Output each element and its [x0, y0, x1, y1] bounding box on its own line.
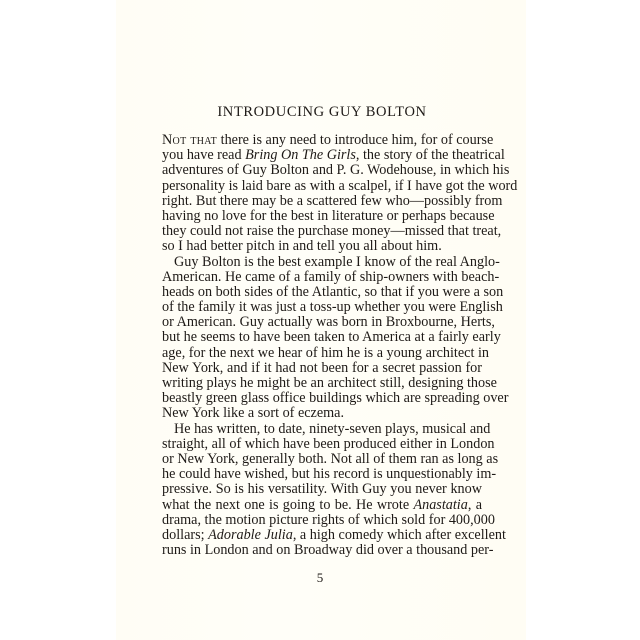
text-line: age, for the next we hear of him he is a young architect in	[162, 344, 489, 361]
text-line: personality is laid bare as with a scalpel, if I have got the word	[162, 177, 518, 194]
text-line: you have read Bring On The Girls, the story of the theatrical	[162, 147, 505, 164]
text-line: writing plays he might be an architect still, designing those	[162, 375, 497, 391]
text-line: adventures of Guy Bolton and P. G. Wodehouse, in which his	[162, 162, 510, 179]
text-line: of the family it was just a toss-up whether you were English	[162, 299, 503, 316]
text-line: right. But there may be a scattered few who—possibly from	[162, 192, 503, 209]
text-line: Not that there is any need to introduce him, for of course	[162, 132, 494, 148]
text-line: He has written, to date, ninety-seven plays, musical and	[174, 420, 491, 437]
chapter-title: INTRODUCING GUY BOLTON	[217, 104, 427, 120]
small-caps-lead: Not that	[162, 132, 218, 148]
text-line: or American. Guy actually was born in Broxbourne, Herts,	[162, 314, 495, 331]
text-line: New York like a sort of eczema.	[162, 405, 345, 422]
text-line: straight, all of which have been produced either in London	[162, 435, 495, 452]
text-line: or New York, generally both. Not all of them ran as long as	[162, 450, 499, 467]
italic-title: Adorable Julia	[208, 526, 293, 543]
italic-title: Anastatia	[413, 496, 468, 513]
text-line: pressive. So is his versatility. With Guy you never know	[162, 481, 482, 498]
text-line: beastly green glass office buildings which are spreading over	[162, 390, 509, 407]
text-line: they could not raise the purchase money—missed that treat,	[162, 223, 502, 240]
text-line: he could have wished, but his record is unquestionably im-	[162, 466, 497, 483]
text-line: having no love for the best in literature or perhaps because	[162, 207, 495, 224]
text-line: New York, and if it had not been for a secret passion for	[162, 359, 482, 376]
body-text	[162, 132, 518, 559]
text-line: runs in London and on Broadway did over a thousand per-	[162, 542, 494, 559]
text-line: what the next one is going to be. He wrote Anastatia, a	[162, 496, 482, 513]
text-line: Guy Bolton is the best example I know of the real Anglo-	[174, 253, 500, 270]
page-number: 5	[316, 570, 324, 585]
italic-title: Bring On The Girls	[245, 147, 356, 164]
text-line: so I had better pitch in and tell you all about him.	[162, 238, 442, 255]
text-line: but he seems to have been taken to America at a fairly early	[162, 329, 501, 346]
text-line: drama, the motion picture rights of which sold for 400,000	[162, 511, 495, 528]
text-line: American. He came of a family of ship-owners with beach-	[162, 268, 500, 285]
text-line: heads on both sides of the Atlantic, so that if you were a son	[162, 283, 504, 300]
text-line: dollars; Adorable Julia, a high comedy which after excellent	[162, 526, 506, 543]
